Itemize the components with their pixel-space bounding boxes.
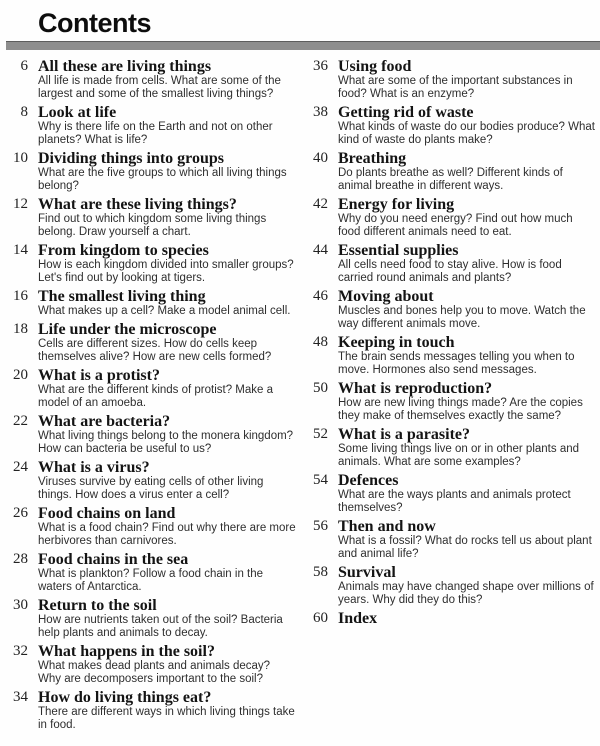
toc-entry-title: From kingdom to species [38,242,209,259]
toc-page-number: 14 [13,242,28,258]
toc-page-number: 56 [313,518,328,534]
toc-entry-description: There are different ways in which living things take in food. [38,706,295,731]
toc-entry-body [338,196,596,239]
toc-entry-title: Breathing [338,150,407,167]
toc-entry-body [38,288,296,318]
toc-entry [308,196,600,239]
toc-entry-title: Return to the soil [38,597,157,614]
toc-entry-title: Moving about [338,288,434,305]
toc-entry-description: What is a food chain? Find out why there are more herbivores than carnivores. [38,522,296,547]
table-of-contents [0,50,600,735]
page-header [0,0,600,50]
toc-page-number: 30 [13,597,28,613]
toc-entry-title: Food chains on land [38,505,176,522]
toc-entry-description: All cells need food to stay alive. How is food carried round animals and plants? [338,259,562,284]
toc-entry-body [338,150,596,193]
toc-entry-description: What are some of the important substances in food? What is an enzyme? [338,75,573,100]
toc-page-number: 12 [13,196,28,212]
toc-entry-title: What are bacteria? [38,413,171,430]
toc-page-number: 44 [313,242,328,258]
toc-entry-body [38,459,296,502]
toc-entry-body [338,334,596,377]
toc-entry [8,597,300,640]
toc-entry [308,518,600,561]
toc-entry-description: Do plants breathe as well? Different kinds of animal breathe in different ways. [338,167,563,192]
toc-page-number: 26 [13,505,28,521]
toc-entry-body [38,196,296,239]
toc-entry [8,150,300,193]
toc-entry-body [38,505,296,548]
toc-entry-description: How are nutrients taken out of the soil? Bacteria help plants and animals to decay. [38,614,283,639]
toc-entry [8,104,300,147]
toc-entry [308,380,600,423]
toc-entry-description: What living things belong to the monera kingdom? How can bacteria be useful to us? [38,430,294,455]
toc-entry-description: What kinds of waste do our bodies produce? What kind of waste do plants make? [338,121,595,146]
toc-entry-body [338,610,596,627]
toc-entry-body [38,689,296,732]
toc-entry-description: Viruses survive by eating cells of other living things. How does a virus enter a cell? [38,476,264,501]
toc-entry [8,459,300,502]
toc-entry-title: Index [338,610,378,627]
toc-entry-title: Life under the microscope [38,321,217,338]
toc-entry-body [338,380,596,423]
toc-entry-title: Survival [338,564,396,581]
toc-entry-body [38,367,296,410]
toc-entry-description: All life is made from cells. What are some of the largest and some of the smallest living things? [38,75,281,100]
toc-entry-body [38,150,296,193]
toc-entry [308,426,600,469]
toc-page-number: 58 [313,564,328,580]
toc-page-number: 48 [313,334,328,350]
toc-page-number: 6 [20,58,28,74]
toc-entry-body [338,518,596,561]
toc-entry-description: Cells are different sizes. How do cells keep themselves alive? How are new cells formed? [38,338,272,363]
toc-entry-title: All these are living things [38,58,212,75]
toc-entry-title: What is a protist? [38,367,160,384]
toc-page-number: 60 [313,610,328,626]
toc-entry-description: Some living things live on or in other plants and animals. What are some examples? [338,443,580,468]
toc-page-number: 24 [13,459,28,475]
toc-page-number: 54 [313,472,328,488]
toc-entry [8,58,300,101]
toc-page-number: 28 [13,551,28,567]
toc-page-number: 52 [313,426,328,442]
toc-entry-description: What are the ways plants and animals protect themselves? [338,489,571,514]
toc-entry [308,150,600,193]
toc-page-number: 18 [13,321,28,337]
toc-entry-body [338,288,596,331]
toc-entry-description: Animals may have changed shape over millions of years. Why did they do this? [338,581,594,606]
toc-page-number: 50 [313,380,328,396]
toc-entry-title: Look at life [38,104,117,121]
toc-entry-title: How do living things eat? [38,689,212,706]
toc-entry-description: What are the five groups to which all living things belong? [38,167,287,192]
toc-entry-body [38,58,296,101]
toc-entry-description: Find out to which kingdom some living things belong. Draw yourself a chart. [38,213,267,238]
toc-entry-body [338,426,596,469]
toc-entry-description: Why is there life on the Earth and not on other planets? What is life? [38,121,273,146]
toc-entry-title: The smallest living thing [38,288,206,305]
toc-entry [8,367,300,410]
toc-column-left [0,58,300,735]
toc-entry [308,334,600,377]
toc-entry-body [338,472,596,515]
toc-entry-body [338,242,596,285]
toc-entry-description: Why do you need energy? Find out how much food different animals need to eat. [338,213,573,238]
toc-entry-description: Muscles and bones help you to move. Watch the way different animals move. [338,305,586,330]
toc-column-right [300,58,600,735]
toc-entry-title: Then and now [338,518,436,535]
toc-entry [308,104,600,147]
toc-entry-title: Dividing things into groups [38,150,224,167]
toc-entry-title: Keeping in touch [338,334,455,351]
toc-entry-title: What happens in the soil? [38,643,215,660]
toc-entry-title: Energy for living [338,196,455,213]
toc-entry-title: What is a virus? [38,459,150,476]
toc-entry [308,564,600,607]
toc-entry [8,242,300,285]
toc-entry [8,643,300,686]
toc-entry-description: How is each kingdom divided into smaller groups? Let's find out by looking at tigers. [38,259,294,284]
toc-entry-title: Essential supplies [338,242,459,259]
toc-entry-title: Defences [338,472,399,489]
toc-entry-description: What is plankton? Follow a food chain in the waters of Antarctica. [38,568,264,593]
toc-entry [308,288,600,331]
toc-entry-body [38,242,296,285]
toc-entry-title: What is a parasite? [338,426,470,443]
toc-entry-description: How are new living things made? Are the copies they make of themselves exactly the same? [338,397,583,422]
toc-entry-description: What makes dead plants and animals decay? Why are decomposers important to the soil? [38,660,271,685]
toc-entry [8,505,300,548]
title-divider-bar [6,41,600,50]
toc-entry-title: What are these living things? [38,196,237,213]
toc-entry-body [338,564,596,607]
page-title: Contents [38,8,151,38]
toc-entry [308,610,600,627]
toc-entry [8,413,300,456]
toc-entry-body [38,597,296,640]
toc-page-number: 8 [20,104,28,120]
toc-page-number: 34 [13,689,28,705]
toc-page-number: 42 [313,196,328,212]
toc-entry [8,196,300,239]
toc-entry-body [338,104,596,147]
toc-entry [8,321,300,364]
toc-page-number: 36 [313,58,328,74]
toc-page-number: 22 [13,413,28,429]
toc-page-number: 38 [313,104,328,120]
toc-entry-body [38,551,296,594]
toc-page-number: 46 [313,288,328,304]
toc-entry-body [38,321,296,364]
toc-entry-description: What makes up a cell? Make a model animal cell. [38,305,291,317]
toc-entry-title: Getting rid of waste [338,104,474,121]
toc-entry-body [338,58,596,101]
toc-page-number: 32 [13,643,28,659]
toc-entry-title: Food chains in the sea [38,551,189,568]
toc-entry-description: The brain sends messages telling you when to move. Hormones also send messages. [338,351,575,376]
toc-entry-description: What are the different kinds of protist? Make a model of an amoeba. [38,384,274,409]
toc-page-number: 10 [13,150,28,166]
toc-page-number: 16 [13,288,28,304]
toc-entry-body [38,413,296,456]
toc-entry [8,551,300,594]
toc-entry-body [38,104,296,147]
toc-entry-title: What is reproduction? [338,380,493,397]
toc-entry [308,472,600,515]
toc-page-number: 20 [13,367,28,383]
toc-entry-title: Using food [338,58,412,75]
toc-entry [308,242,600,285]
toc-entry-body [38,643,296,686]
toc-page-number: 40 [313,150,328,166]
toc-entry [8,288,300,318]
toc-entry [308,58,600,101]
toc-entry [8,689,300,732]
toc-entry-description: What is a fossil? What do rocks tell us about plant and animal life? [338,535,592,560]
